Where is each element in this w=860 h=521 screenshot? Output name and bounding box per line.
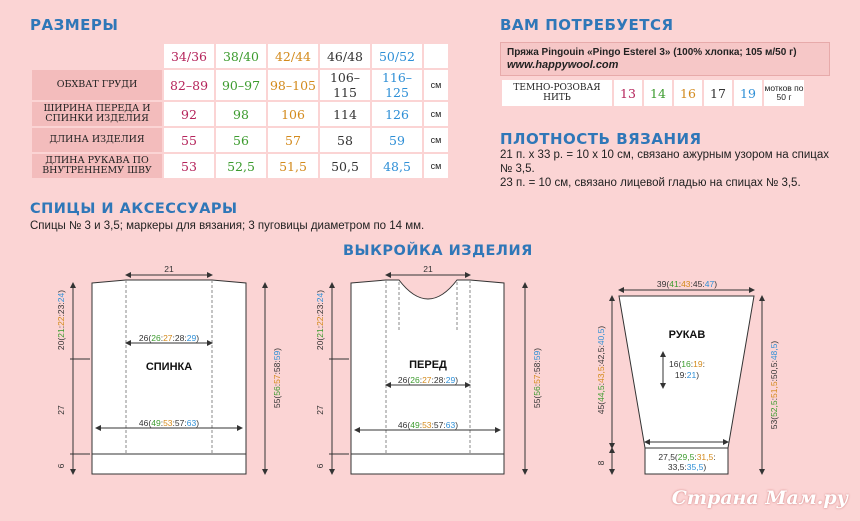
table-cell: 59	[372, 128, 422, 152]
unit-cell: см	[424, 70, 448, 100]
size-header: 46/48	[320, 44, 370, 68]
size-header: 38/40	[216, 44, 266, 68]
sleeve-label: РУКАВ	[668, 329, 706, 341]
front-armhole-height: 20(21:22:23:24)	[315, 289, 325, 351]
table-cell: 98	[216, 102, 266, 126]
yarn-count: 13	[614, 80, 642, 106]
table-cell: 116–125	[372, 70, 422, 100]
unit-cell: см	[424, 128, 448, 152]
yarn-count: 14	[644, 80, 672, 106]
front-rib-height: 6	[315, 463, 325, 469]
table-cell: 55	[164, 128, 214, 152]
back-pattern	[56, 264, 282, 474]
needles-text: Спицы № 3 и 3,5; маркеры для вязания; 3 пуговицы диаметром по 14 мм.	[30, 220, 425, 232]
front-mid-width: 26(26:27:28:29)	[397, 375, 459, 385]
size-header: 50/52	[372, 44, 422, 68]
sleeve-total-length: 53(52,5:51,5:50,5:48,5)	[769, 340, 779, 430]
back-top-width: 21	[164, 264, 174, 274]
sleeve-bottom-2: 33,5:35,5)	[667, 462, 707, 472]
back-label: СПИНКА	[145, 361, 193, 373]
front-top-width: 21	[423, 264, 433, 274]
row-label: ОБХВАТ ГРУДИ	[32, 70, 162, 100]
table-cell: 92	[164, 102, 214, 126]
table-cell: 57	[268, 128, 318, 152]
yarn-color-label: ТЕМНО-РОЗОВАЯ НИТЬ	[502, 80, 612, 106]
sleeve-cuff-height: 8	[596, 460, 606, 466]
front-bottom-width: 46(49:53:57:63)	[397, 420, 459, 430]
front-total-height: 55(56:57:58:59)	[532, 347, 542, 409]
table-cell: 50,5	[320, 154, 370, 178]
sleeve-pattern	[596, 279, 779, 474]
table-cell: 56	[216, 128, 266, 152]
yarn-unit: мотков по 50 г	[764, 80, 804, 106]
gauge-title: ПЛОТНОСТЬ ВЯЗАНИЯ	[500, 130, 702, 148]
row-label: ДЛИНА РУКАВА ПО ВНУТРЕННЕМУ ШВУ	[32, 154, 162, 178]
size-header: 34/36	[164, 44, 214, 68]
front-label: ПЕРЕД	[409, 359, 447, 371]
sleeve-mid-2: 19:21)	[674, 370, 700, 380]
size-header: 42/44	[268, 44, 318, 68]
yarn-url[interactable]: www.happywool.com	[507, 59, 619, 71]
table-cell: 106	[268, 102, 318, 126]
table-cell: 126	[372, 102, 422, 126]
back-mid-width: 26(26:27:28:29)	[138, 333, 200, 343]
gauge-line-1: 21 п. х 33 р. = 10 х 10 см, связано ажурным узором на спицах № 3,5.	[500, 149, 829, 175]
sleeve-inner-length: 45(44,5:43,5:42,5:40,5)	[596, 325, 606, 415]
pattern-title: ВЫКРОЙКА ИЗДЕЛИЯ	[343, 243, 533, 259]
table-cell: 98–105	[268, 70, 318, 100]
table-cell: 90–97	[216, 70, 266, 100]
back-armhole-height: 20(21:22:23:24)	[56, 289, 66, 351]
front-body-height: 27	[315, 405, 325, 415]
yarn-name: Пряжа Pingouin «Pingo Esterel 3» (100% хлопка; 105 м/50 г)	[507, 47, 797, 58]
table-cell: 58	[320, 128, 370, 152]
table-cell: 114	[320, 102, 370, 126]
back-total-height: 55(56:57:58:59)	[272, 347, 282, 409]
yarn-count: 17	[704, 80, 732, 106]
table-cell: 82–89	[164, 70, 214, 100]
yarn-count: 19	[734, 80, 762, 106]
table-cell: 53	[164, 154, 214, 178]
gauge-line-2: 23 п. = 10 см, связано лицевой гладью на спицах № 3,5.	[500, 177, 801, 189]
site-logo[interactable]: Страна Мам.ру	[671, 487, 848, 509]
sleeve-bottom-1: 27,5(29,5:31,5:	[658, 452, 716, 462]
unit-cell: см	[424, 102, 448, 126]
row-label: ДЛИНА ИЗДЕЛИЯ	[32, 128, 162, 152]
table-cell: 106–115	[320, 70, 370, 100]
table-cell: 51,5	[268, 154, 318, 178]
back-body-height: 27	[56, 405, 66, 415]
table-cell: 48,5	[372, 154, 422, 178]
row-label: ШИРИНА ПЕРЕДА И СПИНКИ ИЗДЕЛИЯ	[32, 102, 162, 126]
sleeve-top-width: 39(41:43:45:47)	[656, 279, 718, 289]
sleeve-mid-1: 16(16:19:	[669, 359, 705, 369]
front-pattern	[315, 264, 542, 474]
yarn-title: ВАМ ПОТРЕБУЕТСЯ	[500, 16, 674, 34]
back-rib-height: 6	[56, 463, 66, 469]
table-cell: 52,5	[216, 154, 266, 178]
yarn-count: 16	[674, 80, 702, 106]
back-bottom-width: 46(49:53:57:63)	[138, 418, 200, 428]
unit-cell: см	[424, 154, 448, 178]
needles-title: СПИЦЫ И АКСЕССУАРЫ	[30, 201, 238, 217]
sizes-title: РАЗМЕРЫ	[30, 16, 119, 34]
